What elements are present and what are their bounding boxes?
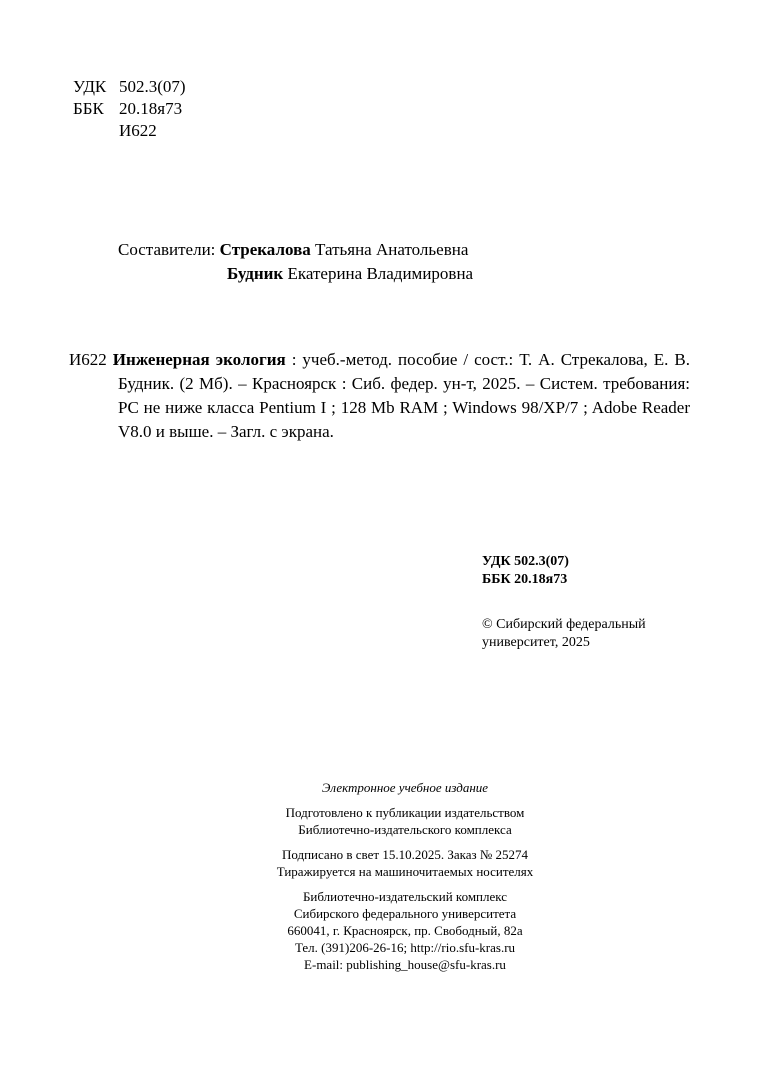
address: 660041, г. Красноярск, пр. Свободный, 82а — [287, 923, 523, 938]
udk-label: УДК — [73, 77, 107, 96]
bibliographic-text — [69, 348, 690, 444]
prepared-line2: Библиотечно-издательского комплекса — [298, 822, 512, 837]
udk-value: 502.3(07) — [119, 77, 186, 96]
record-continuation: Е. В. Будник. (2 Мб). – Красноярск : Сиб. федер. ун-т, 2025. – Систем. требования: PC не ниже класса Pentium I ; 128 Mb RAM ; Windows 98/XP/7 ; Adobe Reader V8.0 и выше. – Загл. с экрана. — [118, 350, 691, 441]
copyright — [482, 616, 646, 652]
copyright-line2: университет, 2025 — [482, 635, 590, 650]
prepared-line1: Подготовлено к публикации издательством — [285, 805, 525, 820]
phone-web: Тел. (391)206-26-16; http://rio.sfu-kras.ru — [294, 940, 516, 955]
classification-top — [73, 76, 186, 142]
publisher-line1: Библиотечно-издательский комплекс — [302, 889, 508, 904]
udk-bottom: УДК 502.3(07) — [482, 554, 569, 569]
compiler-name: Екатерина Владимировна — [287, 264, 474, 283]
classification-bottom — [482, 553, 569, 589]
bbk-value: 20.18я73 — [119, 99, 183, 118]
compiler-name: Татьяна Анатольевна — [315, 240, 469, 259]
bbk-bottom: ББК 20.18я73 — [482, 572, 568, 587]
replicated-line: Тиражируется на машиночитаемых носителях — [276, 864, 534, 879]
compilers-block — [118, 238, 473, 286]
compilers-label: Составители: — [118, 240, 216, 259]
imprint — [0, 779, 763, 973]
copyright-line1: © Сибирский федеральный — [482, 617, 646, 632]
book-title: Инженерная экология — [112, 350, 286, 369]
bbk-label: ББК — [73, 99, 104, 118]
compiler-surname: Будник — [227, 264, 284, 283]
publisher-line2: Сибирского федерального университета — [293, 906, 517, 921]
email: E-mail: publishing_house@sfu-kras.ru — [304, 957, 506, 972]
author-mark: И622 — [119, 121, 157, 140]
bibliographic-record — [69, 348, 690, 444]
record-line1: : учеб.-метод. пособие / сост.: Т. А. Стрекалова, — [285, 350, 648, 369]
edition-type: Электронное учебное издание — [321, 780, 489, 795]
record-mark: И622 — [69, 350, 107, 369]
signed-line: Подписано в свет 15.10.2025. Заказ № 25274 — [281, 847, 529, 862]
compiler-surname: Стрекалова — [219, 240, 311, 259]
